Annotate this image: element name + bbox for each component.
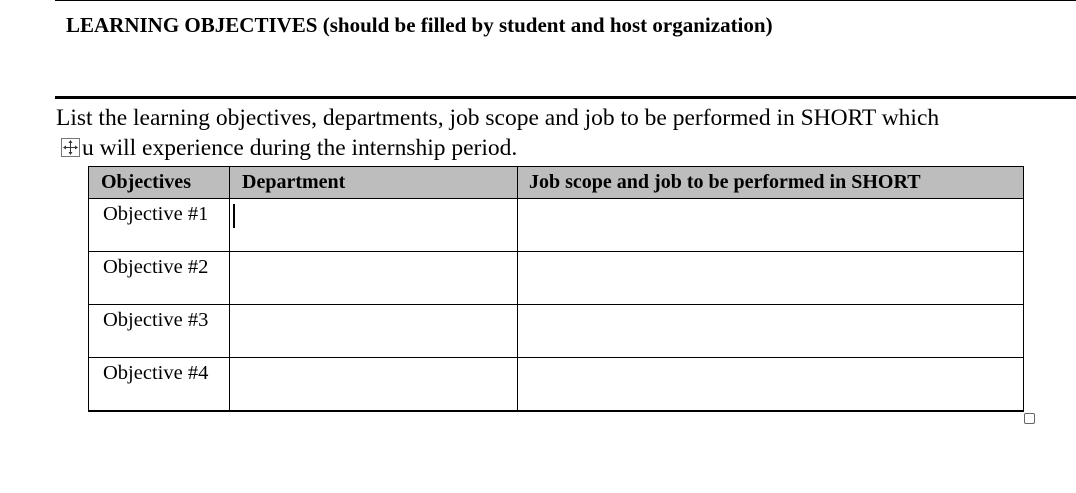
job-scope-cell[interactable]	[518, 305, 1024, 358]
header-objectives[interactable]: Objectives	[89, 167, 230, 199]
instructions-line-1: List the learning objectives, departments, job scope and job to be performed in SHORT which	[56, 105, 940, 131]
table-move-handle-icon[interactable]	[61, 138, 80, 157]
objective-label: Objective #1	[103, 203, 209, 225]
table-row	[89, 305, 1024, 358]
objective-cell[interactable]	[89, 199, 230, 252]
section-divider	[55, 96, 1076, 99]
top-divider	[55, 0, 1076, 1]
objective-label: Objective #4	[103, 362, 209, 384]
objectives-table	[88, 166, 1024, 412]
objective-cell[interactable]	[89, 252, 230, 305]
job-scope-cell[interactable]	[518, 252, 1024, 305]
four-way-arrow-icon	[62, 139, 79, 156]
objective-cell[interactable]	[89, 358, 230, 412]
instructions-paragraph[interactable]	[56, 103, 996, 163]
department-cell[interactable]	[230, 305, 518, 358]
objective-label: Objective #3	[103, 309, 209, 331]
table-header-row	[89, 167, 1024, 199]
text-cursor	[233, 204, 235, 228]
instructions-line-2	[56, 133, 996, 163]
job-scope-cell[interactable]	[518, 199, 1024, 252]
section-heading: LEARNING OBJECTIVES (should be filled by student and host organization)	[66, 13, 773, 37]
department-cell[interactable]	[230, 199, 518, 252]
table-row	[89, 199, 1024, 252]
header-department[interactable]: Department	[230, 167, 518, 199]
job-scope-cell[interactable]	[518, 358, 1024, 412]
header-job-scope[interactable]: Job scope and job to be performed in SHORT	[518, 167, 1024, 199]
objective-label: Objective #2	[103, 256, 209, 278]
table-row	[89, 358, 1024, 412]
table-resize-handle-icon[interactable]	[1024, 413, 1035, 424]
instructions-line-2-text: u will experience during the internship period.	[82, 135, 518, 161]
objective-cell[interactable]	[89, 305, 230, 358]
table-row	[89, 252, 1024, 305]
department-cell[interactable]	[230, 358, 518, 412]
department-cell[interactable]	[230, 252, 518, 305]
